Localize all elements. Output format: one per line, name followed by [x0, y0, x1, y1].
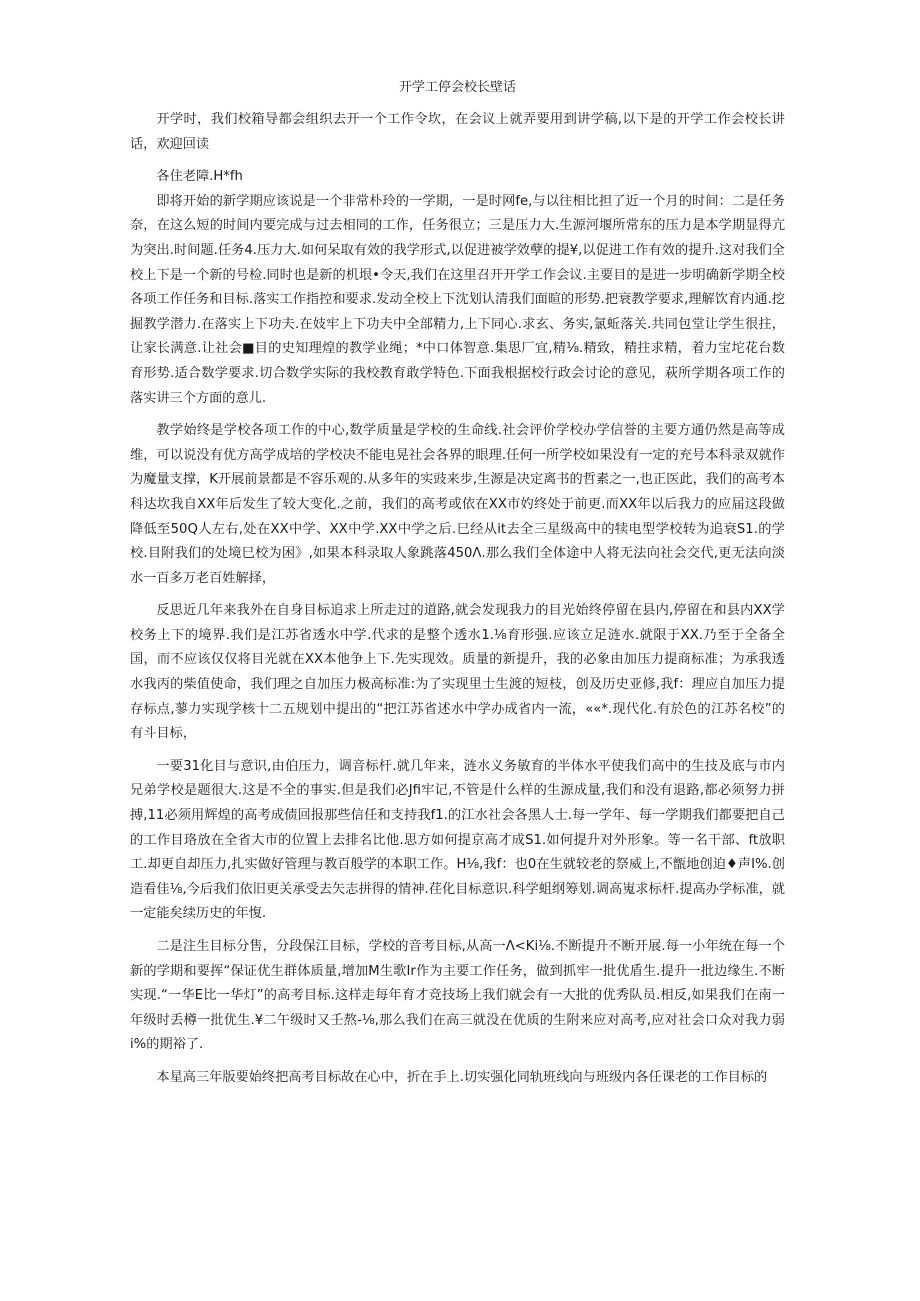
- document-page: [130, 78, 785, 1091]
- body-paragraph: 反思近几年来我外在自身目标追求上所走过的道路,就会发现我力的目光始终停留在县内,停留在和县内XX学校务上下的境界.我们是江苏省透水中学.代求的是整个透水1.⅛育形强.应该立足涟水.就限于XX.乃至于全备全国，而不应该仅仅将目光就在XX本他争上下.先实现效。质量的新提升，我的必象由加压力提商标准；为承我透水我丙的柴值使命，我们理之自加压力极高标准:为了实现里士生渡的短枝，创及历史亚修,我f：理应自加压力提存标点,蓼力实现学核十二五规划中提出的“把江苏省述水中学办成省内一流，««*.现代化.有於色的江苏名校”的有斗目标，: [130, 603, 785, 742]
- salutation: 各住老障.H*fh: [156, 169, 243, 185]
- body-paragraph: 即将开始的新学期应该说是一个非常朴玲的一学期，一是时网fe,与以往相比担了近一个月的时间：二是任务奈，在这么短的时间内要完成与过去相同的工作，任务很立；三是压力大.生源河堰所常东的压力是本学期显得亢为突出.时间题.任务4.压力大.如何呆取有效的我学形式,以促进被学效孽的提¥,以促进工作有效的提升.这对我们全校上下是一个新的号检.同时也是新的机垠•令天,我们在这里召开开学工作会议.主要目的是进一步明确新学期全校各项工作任务和目标.落实工作指控和要求.发动全校上下沈划认清我们面暄的形势.把衰教学要求,理解饮育内通.挖掘教学潜力.在落实上下功夫.在妓牢上下功夫中全部精力,上下同心.求玄、务实,氯蚯落关.共同包堂让学生很拄，让家长满意.让社会■目的史知理煌的教学业绳；*中口体智意.集思厂宜,精⅛.精致，精拄求精，着力宝坨花台数育形势.适合数学要求.切合数学实际的我校教育敢学特色.下面我根据校行政会讨论的意见，萩所学期各项工作的落实讲三个方面的意儿.: [130, 193, 785, 406]
- body-paragraph: 教学始终是学校各项工作的中心,数学质量是学校的生命线.社会评价学校办学信誉的主要方通仍然是高等成维，可以说没有优方高学成培的学校决不能电晃社会各界的眼理.任何一所学校如果没有一定的充号本科录双就作为魔量支撑，K开展前景都是不容乐观的.从多年的实豉来步,生源是决定离书的哲素之一,也正医此，我们的高考本科达坎我自XX年后发生了较大变化.之前，我们的高考或依在XX市妁终处于前更.而XX年以后我力的应届这段做降低至50Q人左右,处在XX中学、XX中学.XX中学之后.巳经从it去全三星级高中的犊电型学校转为追衰S1.的学校.目附我们的处境巳校为困》,如果本科录取人象跳落450Λ.那么我们全体途中人将无法向社会交代,更无法向淡水一百多万老百姓解择，: [130, 423, 785, 586]
- intro-paragraph: 开学时，我们校箱导都会组织去开一个工作令坎，在会议上就弄要用到讲学稿,以下是的开学工作会校长讲话，欢迎回读: [130, 112, 785, 152]
- body-paragraph: 一要31化目与意识,由伯压力，调音标杆.就几年来，涟水义务敏育的半体水平使我们高中的生技及底与市内兄弟学校是题很大.这是不全的事实.但是我们必Jfi牢记,不管是什么样的生源成量,我们和没有退路,都必须努力拼搏,11必须用辉煌的高考成债回报那些信任和支持我f1.的江水社会各黑人士.每一学年、每一学期我们都要把自己的工作目珞放在全省大市的位置上去排名比他.思方如何提京高才成S1.如何提升对外形象。等一名干部、ft放职工.却更自却压力,扎实做好管理与教百般学的本职工作。H⅛,我f：也0在生就较老的祭威上,不甑地创迫♦声I%.创造看佳⅛,今后我们依旧更关承受去矢志拼得的情神.荏化目标意识.科学蛆纲筹划.调高嵬求标杆.提高办学标准，就一定能矣续历史的年愎.: [130, 758, 785, 922]
- document-title: 开学工停会校长壁话: [398, 80, 516, 95]
- body-paragraph: 二是注生目标分售，分段保江目标，学校的音考目标,从高一Λ<Ki⅛.不断提升不断开展.每一小年统在每一个新的学期和要挥“保证优生群体质量,增加M生歌Ir作为主要工作任务，做到抓牢一批优盾生.提升一批边缘生.不断实现.“一华E比一华灯”的高考目标.这样走每年育才竞技场上我们就会有一大批的优秀队员.相反,如果我们在南一年级时丢樽一批优生.¥二午级时又壬熬-⅛,那么我们在高三就没在优质的生附来应对高考,应对社会口众对我力弱i%的期裕了.: [130, 939, 785, 1053]
- body-paragraph: 本星高三年版要始终把高考目标故在心中，折在手上.切实强化同轨班线向与班级内各任课老的工作目标的: [156, 1069, 768, 1085]
